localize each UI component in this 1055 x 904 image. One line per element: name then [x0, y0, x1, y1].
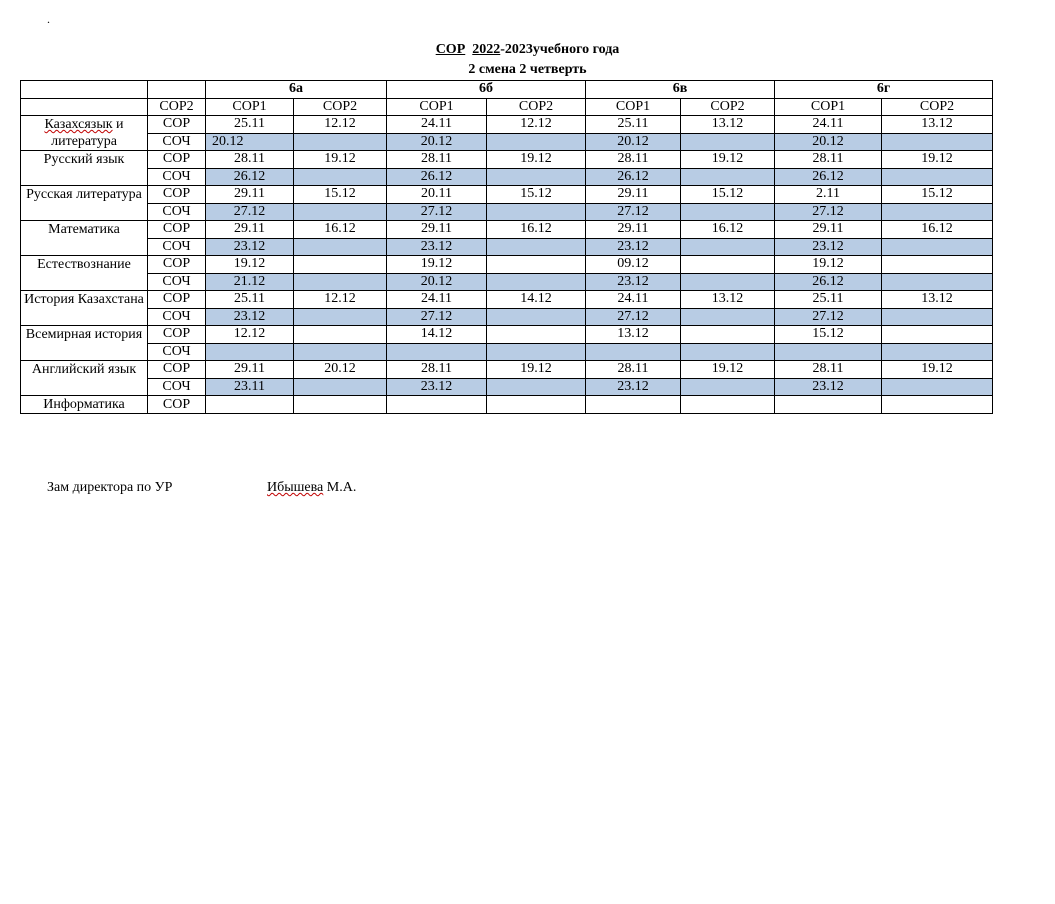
date-cell: 16.12	[294, 221, 387, 239]
table-row	[21, 238, 993, 256]
date-cell: 19.12	[206, 256, 294, 274]
date-cell	[681, 396, 775, 414]
assessment-type: СОР	[148, 396, 206, 414]
date-cell: 15.12	[487, 186, 586, 204]
date-cell: 14.12	[387, 326, 487, 344]
date-cell: 27.12	[586, 308, 681, 326]
date-cell: 24.11	[775, 116, 882, 134]
date-cell	[387, 343, 487, 361]
date-cell	[882, 238, 993, 256]
date-cell: 19.12	[294, 151, 387, 169]
date-cell	[487, 203, 586, 221]
date-cell: 23.12	[206, 308, 294, 326]
date-cell: 20.12	[387, 133, 487, 151]
date-cell: 23.12	[586, 273, 681, 291]
date-cell: 28.11	[387, 361, 487, 379]
date-cell	[882, 396, 993, 414]
date-cell	[487, 326, 586, 344]
date-cell: 28.11	[387, 151, 487, 169]
class-header: 6а	[206, 81, 387, 99]
date-cell: 13.12	[882, 291, 993, 309]
column-header: СОР2	[882, 98, 993, 116]
date-cell: 27.12	[387, 308, 487, 326]
date-cell: 26.12	[387, 168, 487, 186]
assessment-type: СОР	[148, 326, 206, 344]
assessment-type: СОЧ	[148, 133, 206, 151]
subject-name	[21, 116, 148, 151]
table-row	[21, 133, 993, 151]
column-header: СОР2	[487, 98, 586, 116]
column-header: СОР2	[681, 98, 775, 116]
assessment-type: СОЧ	[148, 203, 206, 221]
subject-name: Информатика	[21, 396, 148, 414]
date-cell	[294, 326, 387, 344]
assessment-type: СОЧ	[148, 238, 206, 256]
date-cell: 26.12	[206, 168, 294, 186]
date-cell: 19.12	[681, 361, 775, 379]
date-cell: 20.12	[206, 133, 294, 151]
date-cell: 25.11	[775, 291, 882, 309]
date-cell: 15.12	[681, 186, 775, 204]
subject-name: Английский язык	[21, 361, 148, 396]
signature-initials: М.А.	[323, 480, 357, 495]
empty-header-cell	[21, 98, 148, 116]
table-row	[21, 291, 993, 309]
date-cell	[294, 238, 387, 256]
column-header: СОР1	[206, 98, 294, 116]
column-header: СОР1	[586, 98, 681, 116]
table-row	[21, 396, 993, 414]
date-cell: 23.12	[775, 378, 882, 396]
date-cell: 19.12	[487, 361, 586, 379]
title-part-sor: СОР	[435, 42, 466, 57]
date-cell: 23.12	[387, 378, 487, 396]
date-cell	[487, 273, 586, 291]
date-cell	[882, 256, 993, 274]
date-cell	[681, 203, 775, 221]
table-row	[21, 168, 993, 186]
schedule-table	[20, 80, 993, 414]
date-cell	[681, 133, 775, 151]
date-cell: 23.12	[206, 238, 294, 256]
assessment-type: СОР	[148, 291, 206, 309]
date-cell: 23.12	[387, 238, 487, 256]
date-cell: 16.12	[681, 221, 775, 239]
date-cell	[487, 133, 586, 151]
date-cell: 29.11	[387, 221, 487, 239]
date-cell: 27.12	[775, 203, 882, 221]
subject-name: История Казахстана	[21, 291, 148, 326]
date-cell: 26.12	[775, 273, 882, 291]
assessment-type: СОР	[148, 361, 206, 379]
date-cell	[487, 396, 586, 414]
date-cell	[294, 203, 387, 221]
date-cell: 19.12	[681, 151, 775, 169]
assessment-type: СОР	[148, 221, 206, 239]
date-cell: 09.12	[586, 256, 681, 274]
date-cell: 20.12	[586, 133, 681, 151]
date-cell	[487, 256, 586, 274]
date-cell	[882, 133, 993, 151]
subject-name-part: Казахсязык	[44, 117, 113, 132]
date-cell	[882, 308, 993, 326]
assessment-type: СОР	[148, 151, 206, 169]
assessment-type: СОР	[148, 186, 206, 204]
table-row	[21, 273, 993, 291]
date-cell: 19.12	[882, 151, 993, 169]
date-cell	[681, 308, 775, 326]
date-cell: 28.11	[586, 151, 681, 169]
class-header: 6б	[387, 81, 586, 99]
table-row	[21, 221, 993, 239]
date-cell	[681, 168, 775, 186]
date-cell: 19.12	[387, 256, 487, 274]
date-cell	[775, 396, 882, 414]
date-cell: 12.12	[294, 116, 387, 134]
table-row	[21, 203, 993, 221]
date-cell: 25.11	[586, 116, 681, 134]
subject-name: Математика	[21, 221, 148, 256]
date-cell: 13.12	[882, 116, 993, 134]
date-cell	[681, 326, 775, 344]
assessment-type: СОЧ	[148, 308, 206, 326]
date-cell	[681, 238, 775, 256]
empty-header-cell	[148, 81, 206, 99]
signature-name	[267, 480, 356, 496]
date-cell: 20.12	[775, 133, 882, 151]
date-cell	[882, 273, 993, 291]
title-part-rest: -2023учебного года	[500, 42, 620, 57]
date-cell	[487, 238, 586, 256]
subject-name-part: и литература	[51, 117, 124, 149]
assessment-type: СОЧ	[148, 343, 206, 361]
date-cell	[294, 308, 387, 326]
date-cell: 29.11	[206, 221, 294, 239]
date-cell: 13.12	[681, 116, 775, 134]
date-cell: 27.12	[586, 203, 681, 221]
date-cell	[487, 378, 586, 396]
date-cell: 14.12	[487, 291, 586, 309]
date-cell	[294, 343, 387, 361]
date-cell	[681, 343, 775, 361]
column-header-row	[21, 98, 993, 116]
date-cell: 24.11	[586, 291, 681, 309]
date-cell: 26.12	[775, 168, 882, 186]
date-cell	[681, 273, 775, 291]
date-cell: 29.11	[206, 361, 294, 379]
date-cell	[294, 168, 387, 186]
date-cell: 28.11	[206, 151, 294, 169]
date-cell: 23.12	[586, 378, 681, 396]
table-row	[21, 308, 993, 326]
date-cell	[294, 378, 387, 396]
date-cell	[487, 168, 586, 186]
date-cell: 19.12	[487, 151, 586, 169]
column-header: СОР1	[775, 98, 882, 116]
column-header: СОР1	[387, 98, 487, 116]
class-header-row	[21, 81, 993, 99]
date-cell: 15.12	[775, 326, 882, 344]
date-cell	[681, 378, 775, 396]
date-cell	[294, 396, 387, 414]
date-cell	[294, 256, 387, 274]
date-cell: 29.11	[206, 186, 294, 204]
date-cell: 26.12	[586, 168, 681, 186]
signature-role: Зам директора по УР	[47, 480, 173, 495]
date-cell	[882, 343, 993, 361]
date-cell: 19.12	[775, 256, 882, 274]
signature-surname: Ибышева	[267, 480, 324, 495]
class-header: 6г	[775, 81, 993, 99]
subject-name: Русская литература	[21, 186, 148, 221]
assessment-type: СОР	[148, 116, 206, 134]
date-cell: 29.11	[586, 186, 681, 204]
date-cell	[487, 308, 586, 326]
date-cell: 23.12	[775, 238, 882, 256]
date-cell: 28.11	[775, 361, 882, 379]
table-row	[21, 361, 993, 379]
date-cell: 2.11	[775, 186, 882, 204]
column-header: СОР2	[294, 98, 387, 116]
date-cell: 16.12	[487, 221, 586, 239]
date-cell	[294, 273, 387, 291]
date-cell: 24.11	[387, 291, 487, 309]
date-cell: 16.12	[882, 221, 993, 239]
date-cell: 15.12	[294, 186, 387, 204]
date-cell: 19.12	[882, 361, 993, 379]
assessment-type: СОЧ	[148, 168, 206, 186]
date-cell: 29.11	[775, 221, 882, 239]
date-cell	[206, 396, 294, 414]
date-cell	[586, 396, 681, 414]
subject-name: Русский язык	[21, 151, 148, 186]
date-cell: 23.11	[206, 378, 294, 396]
table-row	[21, 343, 993, 361]
table-row	[21, 378, 993, 396]
date-cell	[882, 326, 993, 344]
date-cell: 27.12	[387, 203, 487, 221]
table-row	[21, 151, 993, 169]
date-cell	[775, 343, 882, 361]
date-cell: 12.12	[206, 326, 294, 344]
page-title	[0, 42, 1055, 58]
date-cell: 25.11	[206, 116, 294, 134]
date-cell	[882, 203, 993, 221]
date-cell	[294, 133, 387, 151]
date-cell: 23.12	[586, 238, 681, 256]
date-cell	[882, 168, 993, 186]
subject-name: Естествознание	[21, 256, 148, 291]
date-cell: 25.11	[206, 291, 294, 309]
date-cell	[206, 343, 294, 361]
page-dot: .	[47, 12, 50, 26]
date-cell: 12.12	[294, 291, 387, 309]
date-cell: 28.11	[586, 361, 681, 379]
table-row	[21, 326, 993, 344]
date-cell: 12.12	[487, 116, 586, 134]
subject-name: Всемирная история	[21, 326, 148, 361]
date-cell: 15.12	[882, 186, 993, 204]
class-header: 6в	[586, 81, 775, 99]
date-cell: 20.12	[387, 273, 487, 291]
assessment-type: СОЧ	[148, 378, 206, 396]
date-cell: 13.12	[586, 326, 681, 344]
assessment-type: СОР	[148, 256, 206, 274]
date-cell: 27.12	[775, 308, 882, 326]
title-part-year: 2022	[472, 42, 501, 57]
date-cell	[387, 396, 487, 414]
date-cell	[586, 343, 681, 361]
table-row	[21, 186, 993, 204]
date-cell: 24.11	[387, 116, 487, 134]
date-cell: 20.12	[294, 361, 387, 379]
date-cell: 28.11	[775, 151, 882, 169]
empty-header-cell	[21, 81, 148, 99]
table-row	[21, 256, 993, 274]
page-subtitle: 2 смена 2 четверть	[468, 62, 587, 77]
date-cell: 21.12	[206, 273, 294, 291]
date-cell	[681, 256, 775, 274]
date-cell: 29.11	[586, 221, 681, 239]
date-cell	[487, 343, 586, 361]
date-cell: 27.12	[206, 203, 294, 221]
date-cell: 13.12	[681, 291, 775, 309]
date-cell	[882, 378, 993, 396]
date-cell: 20.11	[387, 186, 487, 204]
assessment-type: СОЧ	[148, 273, 206, 291]
table-row	[21, 116, 993, 134]
type-header: СОР2	[148, 98, 206, 116]
